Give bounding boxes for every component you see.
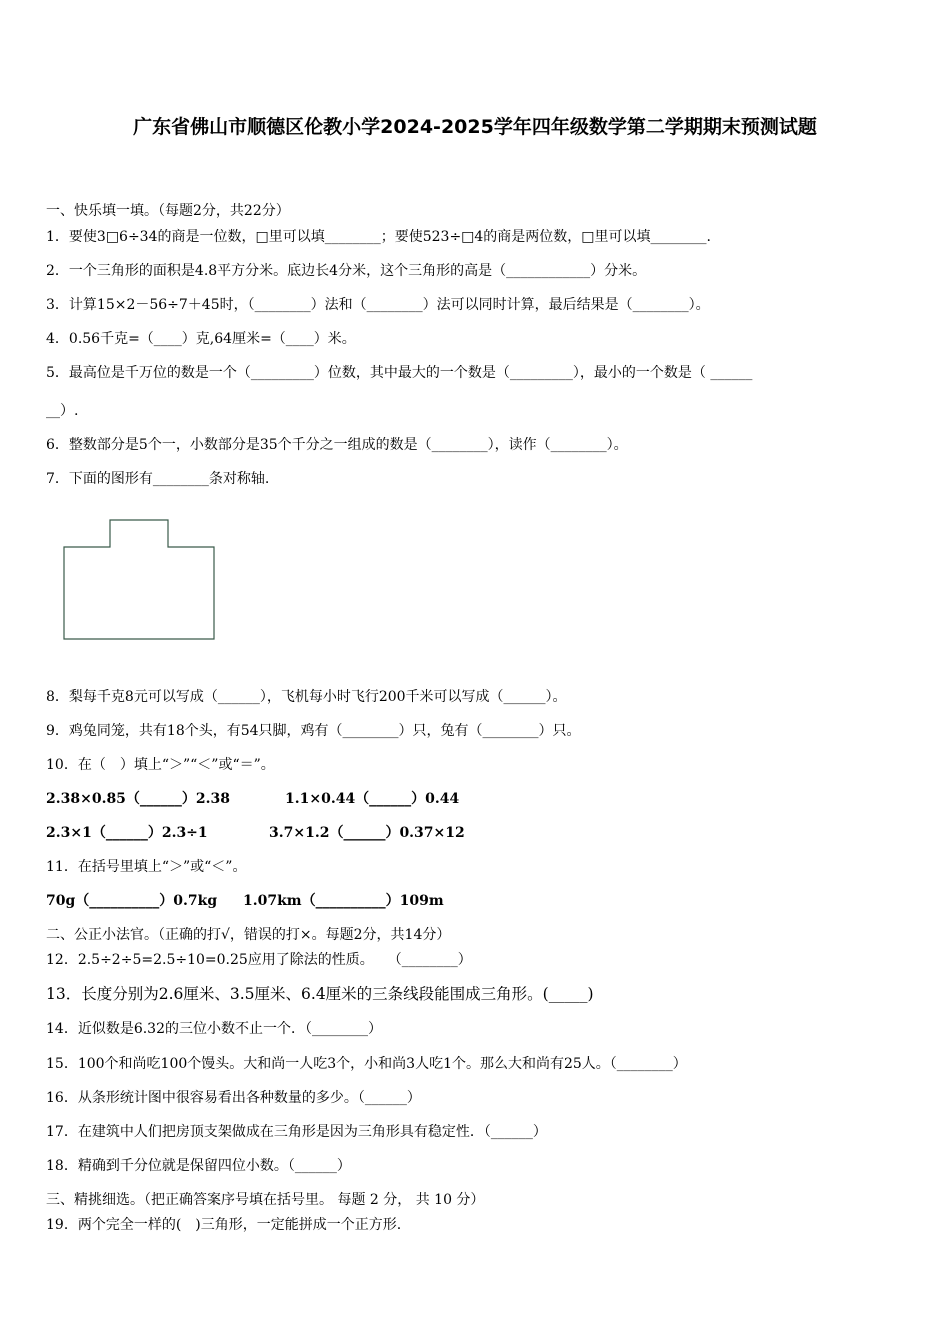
cross-outline <box>64 520 214 639</box>
question-11-a1: 70g（__________）0.7kg <box>46 893 218 909</box>
question-18: 18．精确到千分位就是保留四位小数。（______） <box>46 1158 351 1174</box>
question-5-continued: __）. <box>46 403 79 419</box>
question-2: 2．一个三角形的面积是4.8平方分米。底边长4分米，这个三角形的高是（____________）分米。 <box>46 263 647 279</box>
question-11-a2: 1.07km（__________）109m <box>243 893 444 909</box>
question-10-b2: 3.7×1.2（______）0.37×12 <box>269 825 465 841</box>
question-11: 11．在括号里填上“＞”或“＜”。 <box>46 859 247 875</box>
question-10: 10．在（ ）填上“＞”“＜”或“＝”。 <box>46 757 275 773</box>
question-8: 8．梨每千克8元可以写成（______），飞机每小时飞行200千米可以写成（______）。 <box>46 689 567 705</box>
question-15: 15．100个和尚吃100个馒头。大和尚一人吃3个，小和尚3人吃1个。那么大和尚有25人。（________） <box>46 1056 687 1072</box>
section1-heading: 一、快乐填一填。（每题2分，共22分） <box>46 203 290 219</box>
question-10-a2: 1.1×0.44（______）0.44 <box>285 791 460 807</box>
question-9: 9．鸡兔同笼，共有18个头，有54只脚，鸡有（________）只，兔有（________）只。 <box>46 723 581 739</box>
question-13: 13．长度分别为2.6厘米、3.5厘米、6.4厘米的三条线段能围成三角形。(_____) <box>46 985 594 1003</box>
section3-heading: 三、精挑细选。（把正确答案序号填在括号里。 每题 2 分， 共 10 分） <box>46 1192 485 1208</box>
question-1: 1．要使3□6÷34的商是一位数，□里可以填________；要使523÷□4的商是两位数，□里可以填________. <box>46 229 711 245</box>
question-6: 6．整数部分是5个一，小数部分是35个千分之一组成的数是（________），读作（________）。 <box>46 437 628 453</box>
question-14: 14．近似数是6.32的三位小数不止一个．（________） <box>46 1021 382 1037</box>
question-7: 7．下面的图形有________条对称轴. <box>46 471 270 487</box>
question-17: 17．在建筑中人们把房顶支架做成在三角形是因为三角形具有稳定性．（______） <box>46 1124 547 1140</box>
cross-shape-figure <box>60 517 220 643</box>
question-4: 4．0.56千克=（____）克,64厘米=（____）米。 <box>46 331 356 347</box>
question-19: 19．两个完全一样的( )三角形，一定能拼成一个正方形. <box>46 1217 402 1233</box>
question-10-b1: 2.3×1（______）2.3÷1 <box>46 825 208 841</box>
question-12: 12．2.5÷2÷5=2.5÷10=0.25应用了除法的性质。 （________） <box>46 952 472 968</box>
question-5: 5．最高位是千万位的数是一个（_________）位数，其中最大的一个数是（_________），最小的一个数是（ ______ <box>46 365 753 381</box>
question-16: 16．从条形统计图中很容易看出各种数量的多少。（______） <box>46 1090 421 1106</box>
page-title: 广东省佛山市顺德区伦教小学2024-2025学年四年级数学第二学期期末预测试题 <box>133 116 817 138</box>
section2-heading: 二、公正小法官。（正确的打√，错误的打×。每题2分，共14分） <box>46 927 451 943</box>
question-3: 3．计算15×2－56÷7＋45时，（________）法和（________）法可以同时计算，最后结果是（________）。 <box>46 297 710 313</box>
question-10-a1: 2.38×0.85（______）2.38 <box>46 791 231 807</box>
